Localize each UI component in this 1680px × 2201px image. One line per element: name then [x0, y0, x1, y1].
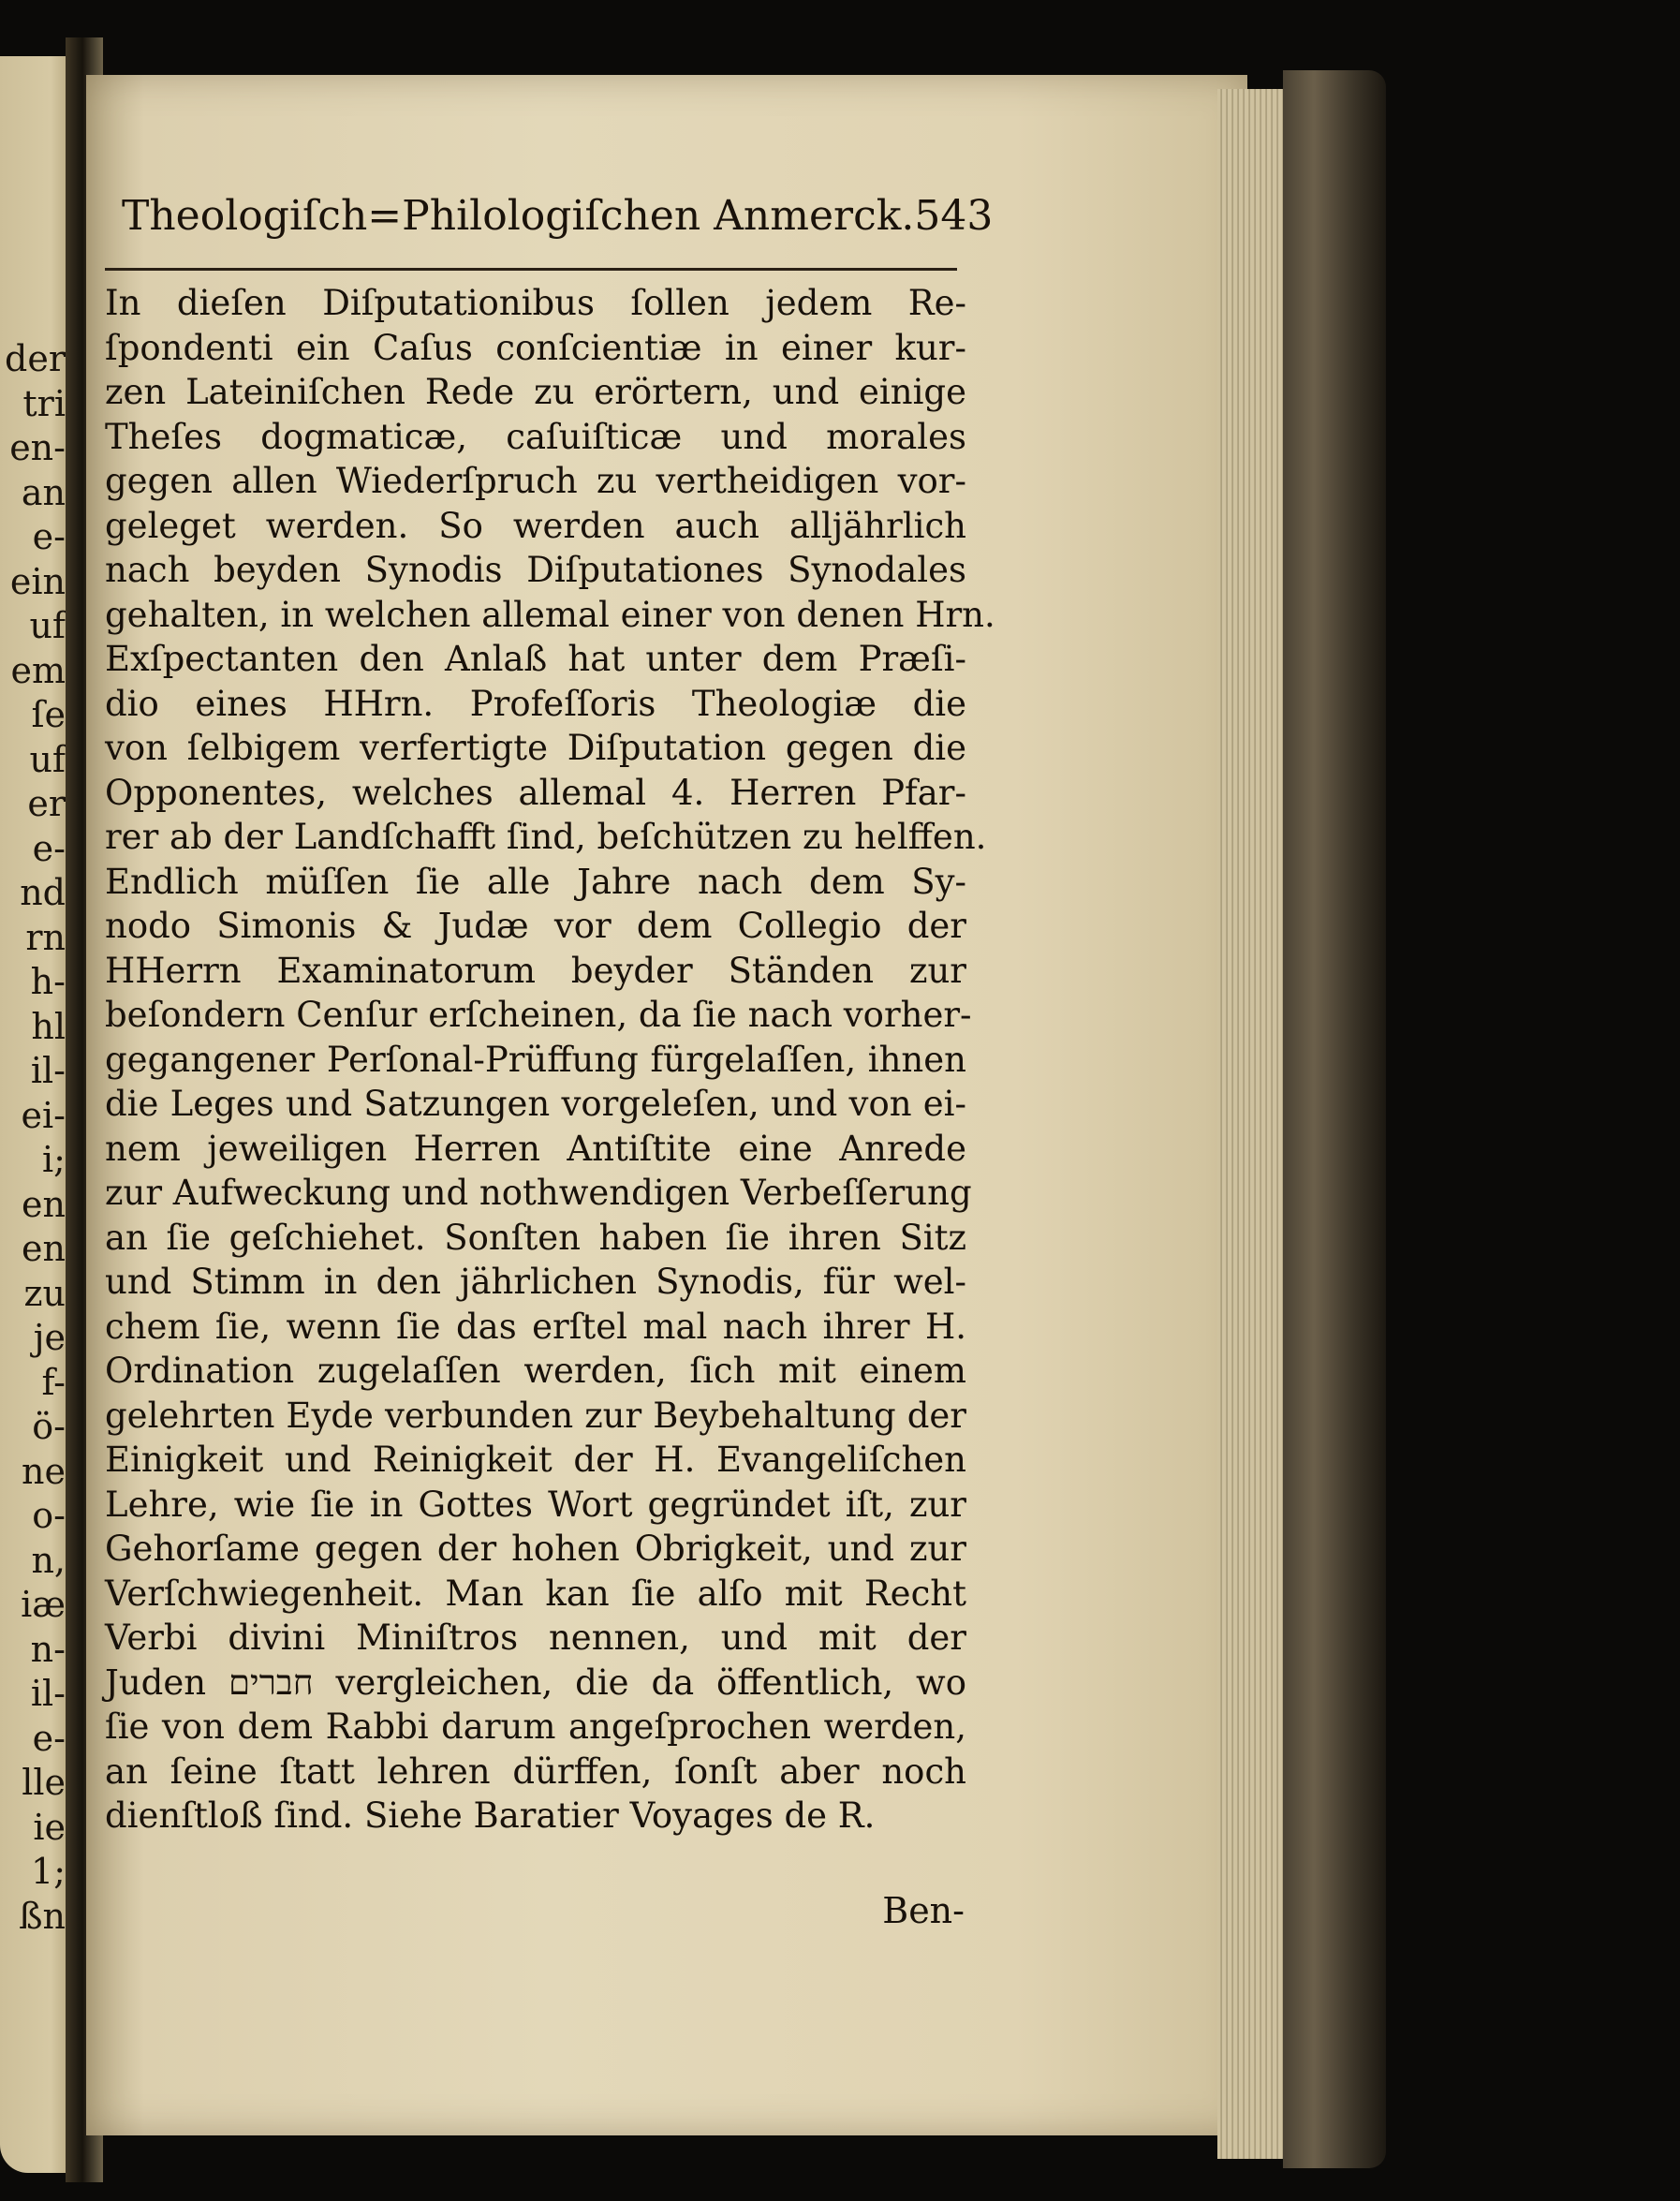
left-margin-fragment: uf: [29, 738, 66, 780]
left-margin-fragment: je: [33, 1317, 66, 1358]
body-line: Exſpectanten den Anlaß hat unter dem Præſi-: [105, 639, 966, 679]
body-line: gehalten, in welchen allemal einer von denen Hrn.: [105, 594, 995, 635]
body-text: [105, 281, 995, 1839]
left-margin-fragment: e-: [32, 827, 66, 869]
body-line: nach beyden Synodis Diſputationes Synodales: [105, 550, 966, 590]
body-line: Juden חברים vergleichen, die da öffentlich, wo: [105, 1662, 966, 1703]
left-margin-fragment: er: [27, 783, 66, 824]
body-line: dio eines HHrn. Profeſſoris Theologiæ die: [105, 683, 966, 724]
body-line: In dieſen Diſputationibus ſollen jedem Re-: [105, 283, 966, 323]
body-line: Opponentes, welches allemal 4. Herren Pfar-: [105, 772, 966, 813]
body-line: ſie von dem Rabbi darum angeſprochen werden,: [105, 1706, 966, 1747]
left-margin-fragment: ne: [22, 1450, 66, 1492]
body-line: zen Lateiniſchen Rede zu erörtern, und einige: [105, 372, 966, 412]
body-line: dienſtloß ſind. Siehe Baratier Voyages de R.: [105, 1795, 876, 1836]
left-margin-fragment: ein: [9, 560, 66, 602]
left-margin-fragment: ö-: [32, 1406, 66, 1447]
body-line: Endlich müſſen ſie alle Jahre nach dem Sy-: [105, 861, 966, 902]
left-margin-fragment: e-: [32, 516, 66, 557]
body-line: an ſie geſchiehet. Sonſten haben ſie ihren Sitz: [105, 1217, 966, 1258]
left-margin-fragment: uf: [29, 605, 66, 646]
body-line: HHerrn Examinatorum beyder Ständen zur: [105, 950, 966, 991]
body-line: Ordination zugelaſſen werden, ſich mit einem: [105, 1351, 966, 1391]
left-margin-fragment: der: [5, 338, 66, 379]
running-title: Theologiſch=Philologiſchen Anmerck.: [122, 192, 915, 240]
body-line: beſondern Cenſur erſcheinen, da ſie nach vorher-: [105, 995, 972, 1035]
page-fore-edge: [1217, 89, 1289, 2159]
left-margin-fragment: il-: [30, 1050, 66, 1091]
left-margin-fragment: en: [22, 1228, 66, 1269]
header-rule: [105, 268, 957, 271]
running-header: [122, 192, 994, 258]
left-margin-fragment: lle: [22, 1762, 66, 1803]
left-margin-fragment: n,: [31, 1539, 66, 1581]
left-margin-fragment: en-: [9, 427, 66, 468]
left-margin-fragment: hl: [31, 1005, 66, 1047]
left-margin-fragment: an: [21, 471, 66, 513]
body-line: Theſes dogmaticæ, caſuiſticæ und morales: [105, 416, 966, 457]
left-margin-fragment: il-: [30, 1673, 66, 1714]
left-margin-fragment: en: [22, 1183, 66, 1225]
left-margin-fragment: 1;: [31, 1851, 66, 1892]
catchword: Ben-: [882, 1890, 965, 1931]
left-margin-fragment: i;: [42, 1139, 66, 1180]
book-cover-edge: [1283, 70, 1386, 2168]
left-margin-fragment: zu: [23, 1272, 66, 1314]
body-line: Gehorſame gegen der hohen Obrigkeit, und zur: [105, 1529, 966, 1569]
body-line: Verſchwiegenheit. Man kan ſie alſo mit Recht: [105, 1573, 966, 1614]
page-number: 543: [914, 192, 994, 240]
body-line: an ſeine ſtatt lehren dürffen, ſonſt aber noch: [105, 1750, 966, 1792]
left-margin-fragment: ſe: [31, 694, 66, 735]
body-line: nem jeweiligen Herren Antiſtite eine Anrede: [105, 1128, 966, 1169]
body-line: rer ab der Landſchafft ſind, beſchützen zu helffen.: [105, 817, 987, 857]
body-line: chem ſie, wenn ſie das erſtel mal nach ihrer H.: [105, 1306, 966, 1347]
body-line: ſpondenti ein Caſus conſcientiæ in einer kur-: [105, 327, 966, 368]
body-line: geleget werden. So werden auch alljährlich: [105, 505, 966, 546]
left-margin-fragment: ei-: [21, 1094, 66, 1136]
body-line: von ſelbigem verfertigte Diſputation gegen die: [105, 728, 966, 768]
left-margin-fragment: em: [10, 649, 66, 691]
left-margin-fragment: nd: [20, 872, 66, 913]
body-line: gegen allen Wiederſpruch zu vertheidigen vor-: [105, 461, 966, 501]
body-line: gelehrten Eyde verbunden zur Beybehaltung der: [105, 1395, 966, 1436]
body-line: die Leges und Satzungen vorgeleſen, und von ei-: [105, 1084, 966, 1124]
left-margin-fragment: tri: [22, 382, 66, 424]
left-margin-fragment: n-: [30, 1628, 66, 1670]
left-margin-fragment: ie: [33, 1806, 66, 1848]
body-line: gegangener Perſonal-Prüffung fürgelaſſen, ihnen: [105, 1039, 966, 1080]
left-margin-fragment: f-: [41, 1361, 66, 1403]
left-margin-fragment: o-: [32, 1495, 66, 1536]
body-line: zur Aufweckung und nothwendigen Verbeſſerung: [105, 1173, 972, 1213]
left-margin-fragment: ßn: [19, 1895, 66, 1937]
left-margin-fragment: e-: [32, 1717, 66, 1759]
body-line: Einigkeit und Reinigkeit der H. Evangeliſchen: [105, 1440, 966, 1480]
left-margin-fragment: h-: [30, 961, 66, 1002]
left-margin-fragments: [0, 337, 66, 1939]
body-line: nodo Simonis & Judæ vor dem Collegio der: [105, 906, 966, 946]
left-margin-fragment: rn: [25, 916, 66, 958]
left-margin-fragment: iæ: [21, 1584, 66, 1625]
body-line: Verbi divini Miniſtros nennen, und mit der: [105, 1618, 966, 1658]
body-line: und Stimm in den jährlichen Synodis, für wel-: [105, 1262, 966, 1302]
body-line: Lehre, wie ſie in Gottes Wort gegründet iſt, zur: [105, 1484, 966, 1525]
